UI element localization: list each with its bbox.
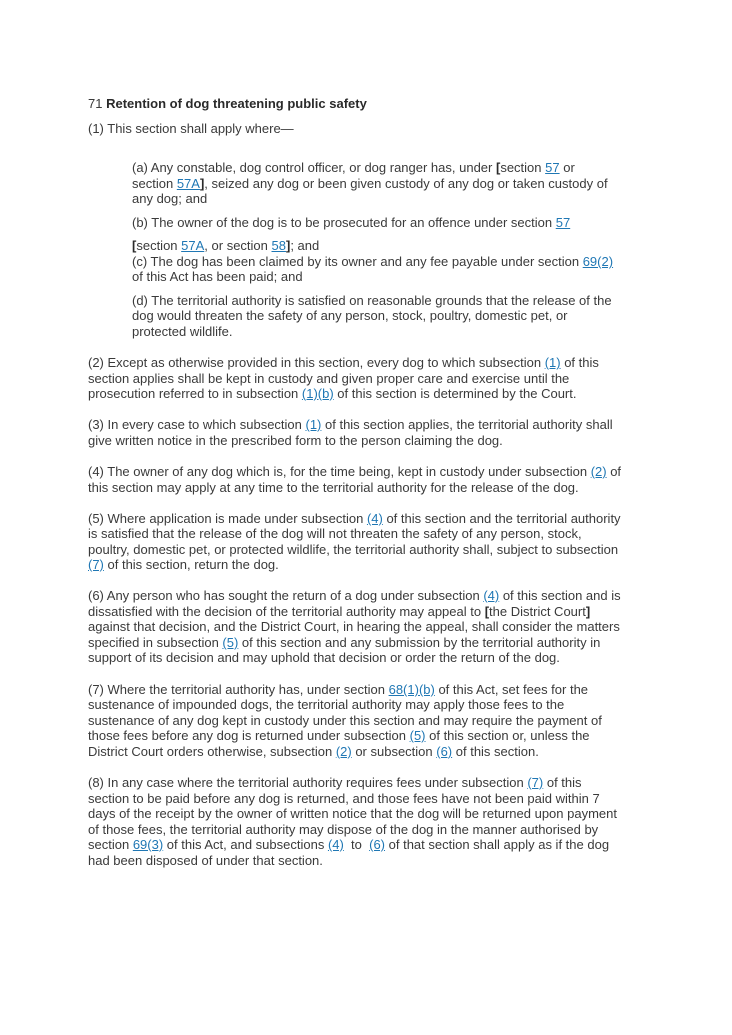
- bracket-open: [: [132, 238, 137, 253]
- subsection-8-text: of this Act, and subsections: [163, 837, 328, 852]
- para-a-line-1: [132, 160, 575, 176]
- link-section-69-2[interactable]: 69(2): [582, 254, 614, 269]
- link-section-57[interactable]: 57: [555, 215, 571, 230]
- subsection-8-line-2: [88, 791, 600, 807]
- subsection-5-text: poultry, domestic pet, or protected wildlife, the territorial authority shall, subject to subsection: [88, 542, 619, 557]
- para-d-text: protected wildlife.: [132, 324, 233, 339]
- link-subsection-2[interactable]: (2): [335, 744, 352, 759]
- para-d-line-1: [132, 293, 612, 309]
- subsection-8-line-3: [88, 806, 617, 822]
- subsection-6-line-2: [88, 604, 590, 620]
- para-b-text: (b) The owner of the dog is to be prosecuted for an offence under section: [132, 215, 556, 230]
- subsection-8-line-1: [88, 775, 582, 791]
- link-subsection-6[interactable]: (6): [436, 744, 453, 759]
- subsection-6-text: of this section and is: [499, 588, 621, 603]
- subsection-4-line-2: [88, 480, 579, 496]
- subsection-6-text: dissatisfied with the decision of the territorial authority may appeal to: [88, 604, 485, 619]
- link-subsection-5[interactable]: (5): [222, 635, 239, 650]
- subsection-6-line-5: [88, 650, 560, 666]
- subsection-8-line-4: [88, 822, 598, 838]
- para-b-line-1: [132, 215, 570, 231]
- link-subsection-4[interactable]: (4): [327, 837, 344, 852]
- subsection-5-text: is satisfied that the release of the dog will not threaten the safety of any person, stock,: [88, 526, 582, 541]
- bracket-close: ]: [199, 176, 205, 191]
- subsection-1-intro: [88, 121, 294, 137]
- link-section-68-1-b[interactable]: 68(1)(b): [388, 682, 435, 697]
- para-a-text: section: [500, 160, 546, 175]
- para-b-line-2: [132, 238, 319, 254]
- subsection-2-text: of this: [560, 355, 599, 370]
- subsection-8-text: of those fees, the territorial authority may dispose of the dog in the manner authorised by: [88, 822, 599, 837]
- bracket-open: [: [484, 604, 490, 619]
- link-subsection-7[interactable]: (7): [88, 557, 104, 572]
- section-title: Retention of dog threatening public safety: [106, 96, 367, 111]
- subsection-7-text: of this section or, unless the: [425, 728, 590, 743]
- subsection-6-text: specified in subsection: [88, 635, 223, 650]
- subsection-7-line-1: [88, 682, 588, 698]
- subsection-8-text: to: [343, 837, 370, 852]
- para-a-line-2: [132, 176, 608, 192]
- bracket-close: ]: [285, 238, 291, 253]
- subsection-2-line-1: [88, 355, 599, 371]
- bracket-close: ]: [585, 604, 591, 619]
- link-section-69-3[interactable]: 69(3): [132, 837, 164, 852]
- subsection-6-line-1: [88, 588, 621, 604]
- subsection-8-line-6: [88, 853, 323, 869]
- subsection-7-line-4: [88, 728, 590, 744]
- subsection-3-text: give written notice in the prescribed form to the person claiming the dog.: [88, 433, 503, 448]
- link-subsection-1[interactable]: (1): [544, 355, 561, 370]
- subsection-6-line-3: [88, 619, 620, 635]
- link-section-58[interactable]: 58: [271, 238, 286, 253]
- subsection-2-line-2: [88, 371, 569, 387]
- para-a-text: or: [559, 160, 575, 175]
- subsection-4-text: of: [606, 464, 622, 479]
- subsection-2-text: (2) Except as otherwise provided in this section, every dog to which subsection: [88, 355, 545, 370]
- subsection-3-text: (3) In every case to which subsection: [88, 417, 306, 432]
- link-section-57A[interactable]: 57A: [181, 238, 205, 253]
- subsection-7-line-5: [88, 744, 539, 760]
- link-subsection-1[interactable]: (1): [305, 417, 322, 432]
- link-section-57A[interactable]: 57A: [176, 176, 200, 191]
- subsection-1-text: (1) This section shall apply where—: [88, 121, 294, 136]
- subsection-5-line-4: [88, 557, 279, 573]
- subsection-7-line-2: [88, 697, 564, 713]
- subsection-3-text: of this section applies, the territorial authority shall: [321, 417, 613, 432]
- bracket-open: [: [495, 160, 501, 175]
- subsection-7-text: (7) Where the territorial authority has, under section: [88, 682, 389, 697]
- link-subsection-7[interactable]: (7): [527, 775, 544, 790]
- subsection-3-line-1: [88, 417, 613, 433]
- para-d-line-3: [132, 324, 232, 340]
- link-section-57[interactable]: 57: [545, 160, 560, 175]
- subsection-7-text: sustenance of any dog kept in custody under this section and may require the payment of: [88, 713, 602, 728]
- para-c-line-1: [132, 254, 613, 270]
- subsection-6-line-4: [88, 635, 600, 651]
- subsection-2-text: prosecution referred to in subsection: [88, 386, 302, 401]
- subsection-6-text: support of its decision and may uphold that decision or order the return of the dog.: [88, 650, 560, 665]
- para-c-text: of this Act has been paid; and: [132, 269, 303, 284]
- link-subsection-4[interactable]: (4): [366, 511, 383, 526]
- para-b-text: ; and: [290, 238, 320, 253]
- subsection-5-text: (5) Where application is made under subsection: [88, 511, 367, 526]
- subsection-7-text: or subsection: [351, 744, 437, 759]
- subsection-5-line-1: [88, 511, 621, 527]
- link-subsection-5[interactable]: (5): [409, 728, 426, 743]
- subsection-8-text: (8) In any case where the territorial authority requires fees under subsection: [88, 775, 528, 790]
- subsection-5-line-2: [88, 526, 582, 542]
- para-b-text: , or section: [204, 238, 272, 253]
- para-a-text: , seized any dog or been given custody of any dog or taken custody of: [204, 176, 608, 191]
- subsection-2-text: section applies shall be kept in custody and given proper care and exercise until the: [88, 371, 570, 386]
- subsection-5-text: of this section and the territorial authority: [382, 511, 621, 526]
- para-c-line-2: [132, 269, 303, 285]
- subsection-6-text: of this section and any submission by the territorial authority in: [238, 635, 601, 650]
- subsection-7-text: of this section.: [452, 744, 539, 759]
- para-a-text: section: [132, 176, 177, 191]
- subsection-5-line-3: [88, 542, 618, 558]
- subsection-4-line-1: [88, 464, 621, 480]
- para-a-text: (a) Any constable, dog control officer, or dog ranger has, under: [132, 160, 496, 175]
- subsection-7-text: of this Act, set fees for the: [434, 682, 589, 697]
- subsection-7-text: sustenance of impounded dogs, the territorial authority may apply those fees to the: [88, 697, 565, 712]
- subsection-7-text: District Court orders otherwise, subsection: [88, 744, 336, 759]
- subsection-8-text: section: [88, 837, 133, 852]
- subsection-7-text: those fees before any dog is returned under subsection: [88, 728, 410, 743]
- subsection-2-line-3: [88, 386, 576, 402]
- section-number: 71: [88, 96, 103, 111]
- subsection-6-text: against that decision, and the District Court, in hearing the appeal, shall consider the matters: [88, 619, 620, 634]
- subsection-8-text: had been disposed of under that section.: [88, 853, 323, 868]
- link-subsection-2[interactable]: (2): [590, 464, 607, 479]
- para-a-line-3: [132, 191, 207, 207]
- subsection-6-text: the District Court: [489, 604, 586, 619]
- subsection-4-text: (4) The owner of any dog which is, for the time being, kept in custody under subsection: [88, 464, 591, 479]
- subsection-7-line-3: [88, 713, 602, 729]
- section-heading: [88, 96, 367, 112]
- para-d-text: dog would threaten the safety of any person, stock, poultry, domestic pet, or: [132, 308, 568, 323]
- para-d-line-2: [132, 308, 568, 324]
- para-b-text: section: [136, 238, 182, 253]
- subsection-6-text: (6) Any person who has sought the return of a dog under subsection: [88, 588, 484, 603]
- subsection-3-line-2: [88, 433, 503, 449]
- subsection-8-text: of this: [543, 775, 582, 790]
- link-subsection-6[interactable]: (6): [369, 837, 386, 852]
- subsection-8-text: section to be paid before any dog is returned, and those fees have not been paid within 7: [88, 791, 600, 806]
- subsection-8-line-5: [88, 837, 609, 853]
- subsection-8-text: days of the receipt by the owner of written notice that the dog will be returned upon payment: [88, 806, 617, 821]
- link-subsection-1b[interactable]: (1)(b): [301, 386, 334, 401]
- link-subsection-4[interactable]: (4): [483, 588, 500, 603]
- subsection-2-text: of this section is determined by the Court.: [333, 386, 577, 401]
- para-a-text: any dog; and: [132, 191, 208, 206]
- subsection-5-text: of this section, return the dog.: [103, 557, 279, 572]
- para-c-text: (c) The dog has been claimed by its owner and any fee payable under section: [132, 254, 583, 269]
- subsection-8-text: of that section shall apply as if the dog: [385, 837, 610, 852]
- subsection-4-text: this section may apply at any time to the territorial authority for the release of the dog.: [88, 480, 579, 495]
- para-d-text: (d) The territorial authority is satisfied on reasonable grounds that the release of the: [132, 293, 612, 308]
